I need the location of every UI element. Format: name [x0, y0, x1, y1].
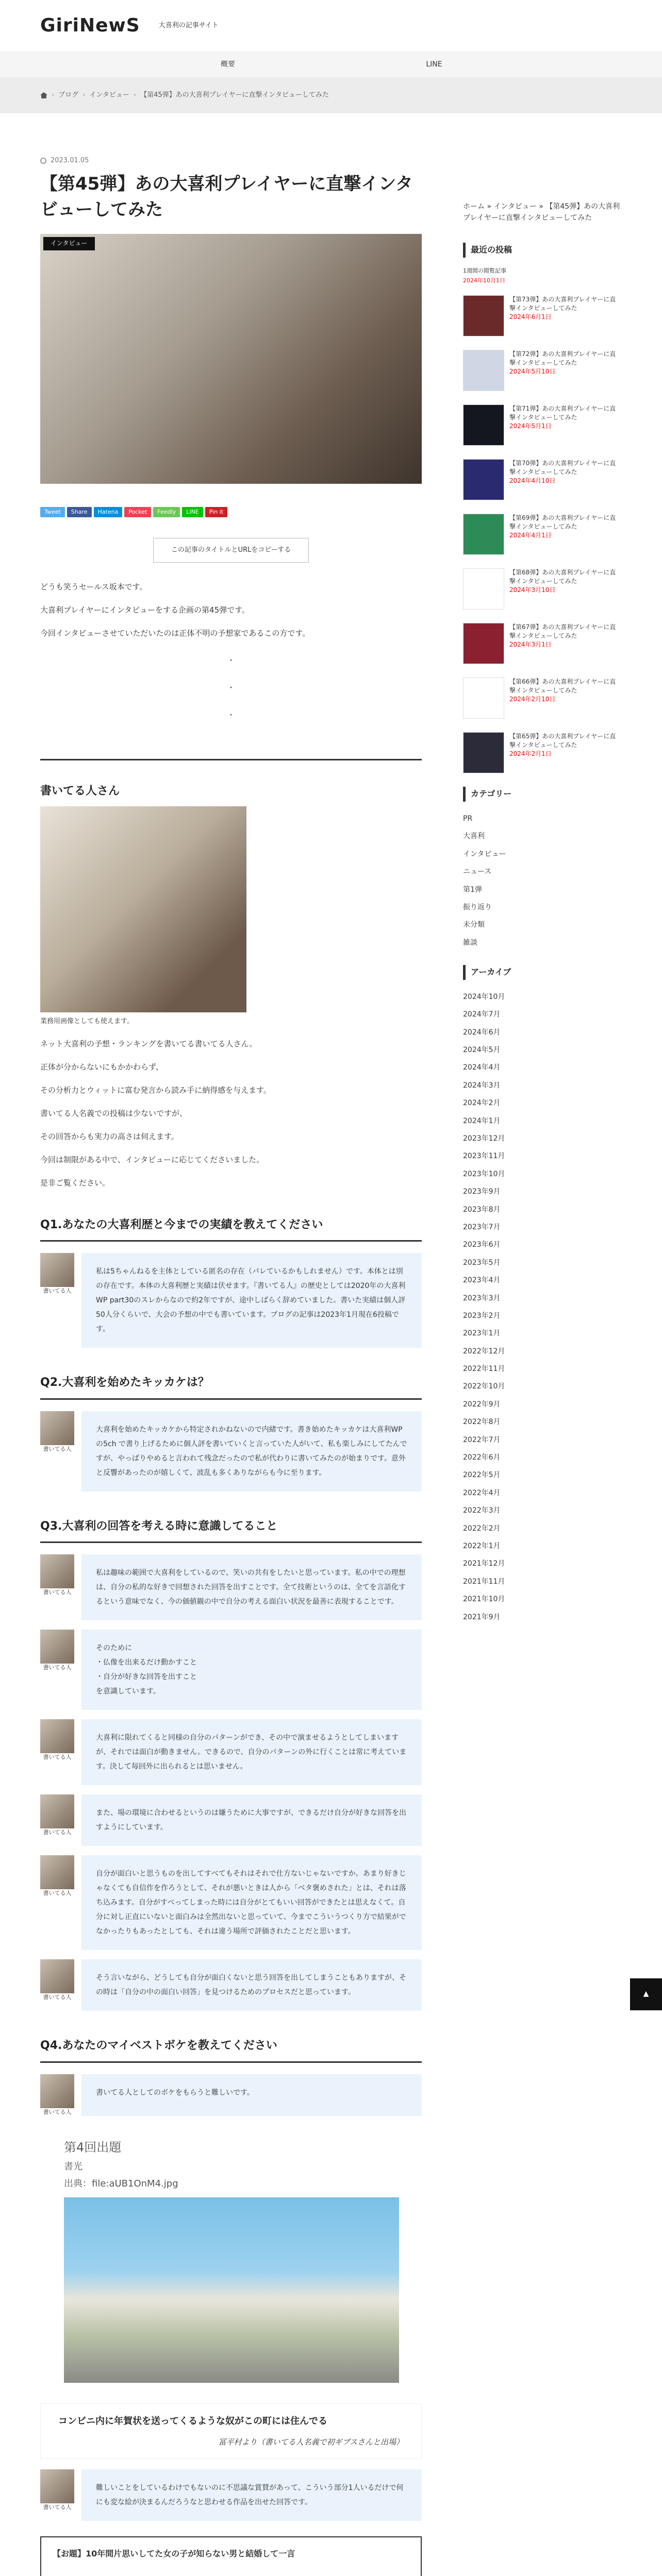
category-link[interactable]: 大喜利 — [463, 832, 485, 841]
profile-paragraph: 是非ご覧ください。 — [40, 1178, 110, 1188]
recent-post-title[interactable]: 【第69弾】あの大喜利プレイヤーに直撃インタビューしてみた — [509, 514, 616, 530]
category-heading: カテゴリー — [463, 787, 622, 802]
dot-separator: ・ — [227, 684, 235, 693]
recent-post-thumbnail[interactable] — [463, 623, 504, 664]
answer-bubble: 難しいことをしているわけでもないのに不思議な賞賛があって、こういう部分1人いるだけで何にも変な絵が決まるんだろうなと思わせる作品を出せた回答です。 — [81, 2469, 422, 2521]
speaker-avatar — [40, 1253, 74, 1287]
recent-post-title[interactable]: 【第66弾】あの大喜利プレイヤーに直撃インタビューしてみた — [509, 678, 616, 694]
archive-link[interactable]: 2021年11月 — [463, 1577, 505, 1586]
speaker — [40, 1794, 74, 1846]
speaker-name: 書いてる人 — [43, 2503, 72, 2511]
archive-link[interactable]: 2023年5月 — [463, 1258, 501, 1267]
share-bar — [40, 507, 422, 517]
answer-speech — [40, 1630, 422, 1710]
recent-posts-heading: 最近の投稿 — [463, 243, 622, 258]
recent-post-text[interactable] — [509, 459, 622, 500]
share-button[interactable]: Pin it — [205, 507, 227, 517]
recent-post-item[interactable] — [463, 623, 622, 664]
qa-section — [40, 1215, 422, 2116]
archive-link[interactable]: 2023年9月 — [463, 1188, 501, 1196]
answer-speech — [40, 1855, 422, 1950]
dot-separator: ・ — [227, 711, 235, 720]
question-heading: Q3.大喜利の回答を考える時に意識してること — [40, 1516, 422, 1544]
speaker-name: 書いてる人 — [43, 1994, 72, 2001]
archive-link[interactable]: 2022年1月 — [463, 1542, 501, 1550]
answer-bubble: 大喜利を始めたキッカケから特定されかねないので内緒です。書き始めたキッカケは大喜利WPの5ch で書り上げるために個人評を書いていくと言っていた人がいて、私も楽しみにしてたんですが、やっぱりやめると言われて残念だったので私が代わりに書いてみたのが始まりです。意外と反響があったのが嬉しくて、波乱も多くありながらも今に至ります。 — [81, 1411, 422, 1492]
intro-paragraph: どうも笑うセールス坂本です。 — [40, 582, 147, 591]
archive-link[interactable]: 2022年3月 — [463, 1506, 501, 1515]
profile-paragraph: 今回は制限がある中で、インタビューに応じてくださいました。 — [40, 1155, 264, 1164]
best-boke-title: 第4回出題 — [64, 2140, 122, 2155]
recent-post-date: 2024年5月10日 — [509, 367, 556, 375]
share-button[interactable]: Hatena — [94, 507, 123, 517]
recent-post-item[interactable] — [463, 677, 622, 719]
profile-paragraph: ネット大喜利の予想・ランキングを書いてる書いてる人さん。 — [40, 1039, 257, 1048]
breadcrumb-item-blog[interactable]: ブログ — [58, 91, 79, 99]
breadcrumb-separator: › — [82, 91, 86, 99]
recent-post-item[interactable] — [463, 295, 622, 336]
recent-post-title[interactable]: 【第68弾】あの大喜利プレイヤーに直撃インタビューしてみた — [509, 569, 616, 585]
best-boke-source: 出典：file:aUB1OnM4.jpg — [64, 2178, 178, 2189]
archive-link[interactable]: 2024年4月 — [463, 1063, 501, 1072]
recent-post-date: 2024年2月1日 — [509, 750, 552, 757]
recent-post-thumbnail[interactable] — [463, 459, 504, 500]
archive-link[interactable]: 2022年2月 — [463, 1524, 501, 1533]
answer-speech — [40, 1959, 422, 2011]
answer-speech — [40, 2074, 422, 2116]
archive-link[interactable]: 2024年2月 — [463, 1099, 501, 1108]
quote-text: コンビニ内に年賀状を送ってくるような奴がこの町には住んでる — [58, 2416, 327, 2427]
recent-subtitle — [463, 266, 622, 286]
profile-text — [40, 1037, 422, 1190]
speaker-avatar — [40, 1554, 74, 1588]
question-heading: Q2.大喜利を始めたキッカケは？ — [40, 1372, 422, 1400]
profile-paragraph: その分析力とウィットに富む発言から読み手に納得感を与えます。 — [40, 1085, 271, 1095]
intro-paragraph: 大喜利プレイヤーにインタビューをする企画の第45弾です。 — [40, 605, 250, 615]
archive-link[interactable]: 2023年10月 — [463, 1170, 505, 1178]
speaker-avatar — [40, 1411, 74, 1445]
category-list — [463, 810, 622, 952]
answer-bubble: 書いてる人としてのボケをもらうと難しいです。 — [81, 2074, 422, 2116]
date-text: 2023.01.05 — [51, 157, 89, 164]
recent-post-text[interactable] — [509, 623, 622, 664]
recent-post-thumbnail[interactable] — [463, 568, 504, 609]
answer-bubble: 私は趣味の範囲で大喜利をしているので、笑いの共有をしたいと思っています。私の中での理想は、自分の私的な好きで回想された回答を出すことです。全て技術というのは、全てを言語化するという意味でなく、今の価値観の中で自分の考える面白い状況を最善に表現することです。 — [81, 1554, 422, 1620]
speaker-name: 書いてる人 — [43, 1890, 72, 1897]
archive-link[interactable]: 2021年12月 — [463, 1560, 505, 1568]
answer-speech — [40, 1794, 422, 1846]
archive-link[interactable]: 2023年1月 — [463, 1329, 501, 1338]
recent-post-item[interactable] — [463, 514, 622, 555]
speaker-name: 書いてる人 — [43, 1664, 72, 1671]
archive-link[interactable]: 2021年10月 — [463, 1595, 505, 1604]
section-divider — [40, 759, 422, 760]
archive-link[interactable]: 2022年7月 — [463, 1435, 501, 1444]
speaker — [40, 1855, 74, 1950]
archive-link[interactable]: 2024年1月 — [463, 1116, 501, 1125]
recent-post-item[interactable] — [463, 350, 622, 391]
archive-link[interactable]: 2024年5月 — [463, 1046, 501, 1055]
breadcrumb-item-interview[interactable]: インタビュー — [89, 91, 129, 99]
recent-post-text[interactable] — [509, 732, 622, 773]
share-button[interactable]: Feedly — [153, 507, 180, 517]
article-date — [40, 155, 422, 166]
recent-posts-list — [463, 295, 622, 773]
profile-paragraph: 書いてる人名義での投稿は少ないですが、 — [40, 1108, 188, 1118]
recent-subtitle-date: 2024年10月1日 — [463, 277, 505, 284]
copy-title-url-button[interactable]: この記事のタイトルとURLをコピーする — [153, 538, 309, 563]
answer-bubble: そう言いながら、どうしても自分が面白くないと思う回答を出してしまうこともありますが、その時は「自分の中の面白い回答」を見つけるためのプロセスだと思っています。 — [81, 1959, 422, 2011]
speaker-avatar — [40, 1959, 74, 1993]
sidebar — [463, 113, 622, 2576]
answer-speech — [40, 1554, 422, 1620]
recent-post-title[interactable]: 【第70弾】あの大喜利プレイヤーに直撃インタビューしてみた — [509, 460, 616, 476]
recent-post-date: 2024年6月1日 — [509, 313, 552, 320]
recent-post-thumbnail[interactable] — [463, 295, 504, 336]
site-logo[interactable]: GiriNewS — [40, 14, 140, 36]
global-nav — [0, 52, 662, 77]
share-button[interactable]: Share — [67, 507, 92, 517]
speaker-name: 書いてる人 — [43, 1287, 72, 1295]
home-icon[interactable] — [40, 92, 47, 98]
archive-list — [463, 988, 622, 1626]
recent-post-date: 2024年4月10日 — [509, 477, 556, 484]
recent-post-title[interactable]: 【第71弾】あの大喜利プレイヤーに直撃インタビューしてみた — [509, 405, 616, 421]
category-badge[interactable]: インタビュー — [43, 237, 95, 250]
answer-bubble: 自分が面白いと思うものを出してすべてもそれはそれで仕方ないじゃないですか。あまり好きじゃなくても自信作を作ろうとして、それが悪いときは人から「ベタ褒めされた」とは、それは落ち込みます。自分がすべってしまった時には自分がとてもいい回答ができたとは思えなくて。自分に対し正直にいないと面白みは全然出ないと思っていて、今までこういうつくり方で結果がでなかったりもあったとしても、それは違う場所で評価されたことだと思います。 — [81, 1855, 422, 1950]
recent-post-text[interactable] — [509, 514, 622, 555]
category-link[interactable]: PR — [463, 814, 473, 823]
best-boke-label: 書光 — [64, 2161, 82, 2173]
breadcrumb — [0, 77, 662, 113]
archive-link[interactable]: 2022年5月 — [463, 1471, 501, 1480]
recent-post-date: 2024年2月10日 — [509, 695, 556, 703]
recent-post-title[interactable]: 【第65弾】あの大喜利プレイヤーに直撃インタビューしてみた — [509, 733, 616, 749]
category-link[interactable]: 未分類 — [463, 921, 485, 929]
eyecatch-placeholder — [40, 234, 422, 484]
page-container — [0, 113, 662, 2576]
archive-link[interactable]: 2023年12月 — [463, 1134, 505, 1143]
share-button[interactable]: LINE — [182, 507, 203, 517]
speaker — [40, 1719, 74, 1785]
archive-link[interactable]: 2022年10月 — [463, 1382, 505, 1391]
recent-post-thumbnail[interactable] — [463, 404, 504, 446]
speaker-name: 書いてる人 — [43, 1445, 72, 1452]
nav-item-line[interactable]: LINE — [426, 60, 442, 69]
nav-item-overview[interactable]: 概要 — [221, 60, 235, 69]
speaker — [40, 2074, 74, 2116]
photo-caption: 業務用画像としても使えます。 — [40, 1018, 134, 1026]
article-main — [40, 113, 422, 2576]
site-header — [0, 0, 662, 52]
archive-link[interactable]: 2022年11月 — [463, 1365, 505, 1374]
archive-link[interactable]: 2023年7月 — [463, 1223, 501, 1231]
recent-post-item[interactable] — [463, 732, 622, 773]
archive-link[interactable]: 2023年11月 — [463, 1152, 505, 1161]
dot-separator: ・ — [227, 656, 235, 665]
speaker-avatar — [40, 2469, 74, 2503]
speaker-avatar — [40, 1630, 74, 1664]
site-tagline: 大喜利の記事サイト — [158, 22, 219, 30]
recent-post-text[interactable] — [509, 295, 622, 336]
archive-link[interactable]: 2022年6月 — [463, 1453, 501, 1462]
answer-speech — [40, 1253, 422, 1348]
answer-bubble: 私は5ちゃんねるを主体としている匿名の存在（パレているかもしれません）です。本体とは別の存在です。本体の大喜利歴と実績は伏せます。『書いてる人』の歴史としては2020年の大喜利WP part30のスレからなので約2年ですが、途中しばらく辞めていました。書いた実績は個人評50人分くらいで、大会の予想の中でも書いています。ブログの記事は2023年1月現在6投稿です。 — [81, 1253, 422, 1348]
recent-post-title[interactable]: 【第73弾】あの大喜利プレイヤーに直撃インタビューしてみた — [509, 296, 616, 312]
speaker-name: 書いてる人 — [43, 2108, 72, 2115]
breadcrumb-separator: › — [52, 91, 55, 99]
archive-link[interactable]: 2021年9月 — [463, 1613, 501, 1621]
speaker-name: 書いてる人 — [43, 1829, 72, 1836]
archive-link[interactable]: 2022年12月 — [463, 1347, 505, 1355]
archive-link[interactable]: 2022年9月 — [463, 1400, 501, 1409]
recent-post-item[interactable] — [463, 568, 622, 609]
recent-post-thumbnail[interactable] — [463, 677, 504, 719]
speaker-avatar — [40, 1794, 74, 1828]
archive-link[interactable]: 2022年4月 — [463, 1488, 501, 1497]
archive-link[interactable]: 2024年3月 — [463, 1081, 501, 1090]
recent-post-text[interactable] — [509, 677, 622, 719]
recent-post-item[interactable] — [463, 459, 622, 500]
recent-post-text[interactable] — [509, 568, 622, 609]
speaker-name: 書いてる人 — [43, 1589, 72, 1596]
archive-link[interactable]: 2023年4月 — [463, 1276, 501, 1285]
category-link[interactable]: ニュース — [463, 868, 492, 876]
share-button[interactable]: Pocket — [124, 507, 151, 517]
intro-paragraph: 今回インタビューさせていただいたのは正体不明の予想家であるこの方です。 — [40, 628, 310, 638]
recent-post-title[interactable]: 【第72弾】あの大喜利プレイヤーに直撃インタビューしてみた — [509, 350, 616, 366]
recent-post-date: 2024年3月10日 — [509, 586, 556, 594]
recent-post-thumbnail[interactable] — [463, 350, 504, 391]
speaker — [40, 1253, 74, 1348]
theme-box — [40, 2536, 422, 2576]
recent-post-thumbnail[interactable] — [463, 514, 504, 555]
question-heading: Q4.あなたのマイベストボケを教えてください — [40, 2036, 422, 2063]
speaker-avatar — [40, 1855, 74, 1889]
share-button[interactable]: Tweet — [40, 507, 65, 517]
archive-link[interactable]: 2024年6月 — [463, 1028, 501, 1037]
speaker-avatar — [40, 2074, 74, 2108]
speaker — [40, 1630, 74, 1710]
speaker — [40, 1959, 74, 2011]
article-title: 【第45弾】あの大喜利プレイヤーに直撃インタビューしてみた — [40, 174, 413, 220]
recent-subtitle-text: 1週間の閲覧記事 — [463, 267, 506, 274]
archive-link[interactable]: 2024年7月 — [463, 1010, 501, 1019]
best-boke-quote — [40, 2403, 422, 2459]
category-link[interactable]: 振り返り — [463, 903, 492, 911]
answer-bubble: また、場の環境に合わせるというのは嫌うために大事ですが、できるだけ自分が好きな回答を出すようにしています。 — [81, 1794, 422, 1846]
archive-heading: アーカイブ — [463, 965, 622, 980]
archive-link[interactable]: 2022年8月 — [463, 1418, 501, 1427]
recent-post-date: 2024年3月1日 — [509, 640, 552, 648]
interviewee-photo — [40, 806, 246, 1012]
archive-link[interactable]: 2023年3月 — [463, 1294, 501, 1302]
answer-speech — [40, 1719, 422, 1785]
answer-bubble: 大喜利に限れてくると同様の自分のパターンができ、その中で演ませるようとしてしまいますが、それでは面白が動きません。できるので、自分のパターンの外に行くことは常に考えています。決して毎回外に出られるとは思いません。 — [81, 1719, 422, 1785]
answer-speech — [40, 2469, 422, 2521]
archive-link[interactable]: 2023年8月 — [463, 1205, 501, 1214]
category-link[interactable]: 雑談 — [463, 938, 477, 947]
speaker-name: 書いてる人 — [43, 1754, 72, 1761]
interviewee-heading: 書いてる人さん — [40, 784, 120, 798]
profile-paragraph: その回答からも実力の高さは伺えます。 — [40, 1131, 179, 1141]
breadcrumb-current: 【第45弾】あの大喜利プレイヤーに直撃インタビューしてみた — [140, 91, 329, 99]
sidebar-breadcrumb: ホーム » インタビュー » 【第45弾】あの大喜利プレイヤーに直撃インタビューしてみた — [463, 202, 620, 223]
breadcrumb-separator: › — [133, 91, 137, 99]
speaker — [40, 2469, 74, 2521]
speaker-avatar — [40, 1719, 74, 1753]
recent-post-thumbnail[interactable] — [463, 732, 504, 773]
category-link[interactable]: インタビュー — [463, 850, 506, 858]
recent-post-date: 2024年4月1日 — [509, 531, 552, 539]
recent-post-text[interactable] — [509, 404, 622, 446]
back-to-top-button[interactable]: ▲ — [630, 1978, 662, 2010]
speaker — [40, 1411, 74, 1492]
recent-post-text[interactable] — [509, 350, 622, 391]
quote-by: 冨平村より（書いてる人名義で初ギブスさんと出場） — [218, 2437, 404, 2447]
question-heading: Q1.あなたの大喜利歴と今までの実績を教えてください — [40, 1215, 422, 1242]
clock-icon — [40, 158, 46, 164]
convenience-store-image — [64, 2197, 399, 2383]
archive-link[interactable]: 2024年10月 — [463, 992, 505, 1001]
archive-link[interactable]: 2023年2月 — [463, 1311, 501, 1320]
eyecatch-image — [40, 234, 422, 484]
answer-bubble: そのために ・仏像を出来るだけ動かすこと ・自分が好きな回答を出すこと を意識しています。 — [81, 1630, 422, 1710]
recent-post-date: 2024年5月1日 — [509, 422, 552, 430]
best-boke-card — [40, 2126, 422, 2393]
archive-link[interactable]: 2023年6月 — [463, 1241, 501, 1249]
recent-post-item[interactable] — [463, 404, 622, 446]
category-link[interactable]: 第1弾 — [463, 885, 482, 894]
theme-question — [53, 2573, 409, 2576]
recent-post-title[interactable]: 【第67弾】あの大喜利プレイヤーに直撃インタビューしてみた — [509, 623, 616, 639]
speaker — [40, 1554, 74, 1620]
answer-speech — [40, 1411, 422, 1492]
theme-title: 【お題】10年間片思いしてた女の子が知らない男と結婚して一言 — [53, 2548, 295, 2558]
profile-paragraph: 正体が分からないにもかかわらず、 — [40, 1062, 163, 1072]
